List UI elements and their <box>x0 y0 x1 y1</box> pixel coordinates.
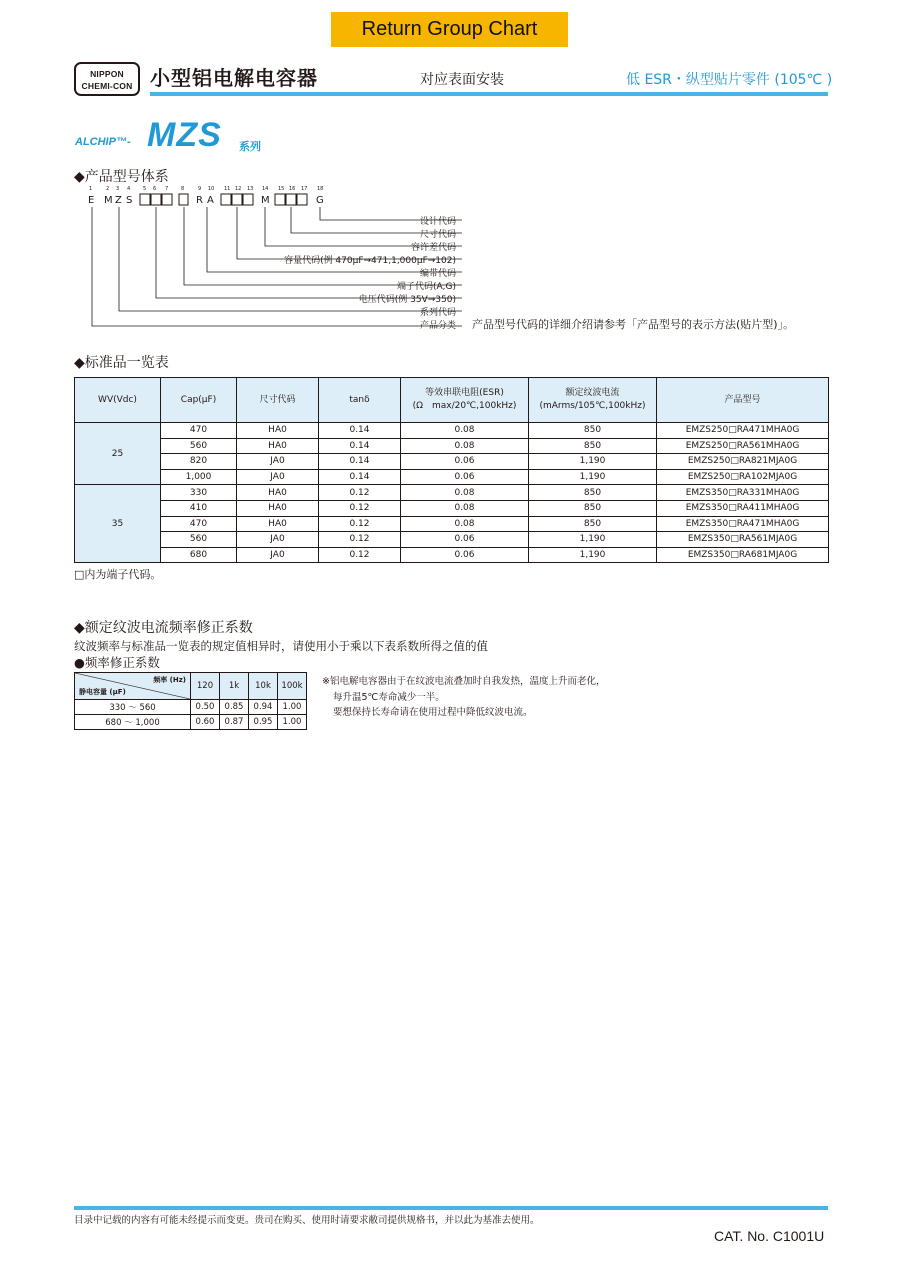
cap-cell: 820 <box>161 454 237 470</box>
ripple-cell: 1,190 <box>529 454 657 470</box>
esr-cell: 0.08 <box>401 438 529 454</box>
box-5 <box>140 194 150 205</box>
table-row <box>75 454 829 470</box>
letter-Z: Z <box>115 195 122 206</box>
pos-5: 5 <box>143 186 147 192</box>
factor-cell: 1.00 <box>278 715 307 730</box>
pos-17: 17 <box>301 186 308 192</box>
footer-disclaimer: 目录中记载的内容有可能未经提示而变更。贵司在购买、使用时请要求敝司提供规格书，并以此为基准去使用。 <box>74 1215 540 1226</box>
terminal-code-note: □内为端子代码。 <box>74 568 162 581</box>
table-row <box>75 516 829 532</box>
pos-4: 4 <box>127 186 131 192</box>
part-cell: EMZS350□RA471MHA0G <box>657 516 829 532</box>
ripple-note-line-2: 每升温5℃寿命减少一半。 <box>333 691 445 703</box>
tan-cell: 0.12 <box>319 532 401 548</box>
label-design-code: 设计代码 <box>419 217 456 227</box>
ripple-heading: ◆额定纹波电流频率修正系数 <box>74 620 253 636</box>
part-number-heading: ◆产品型号体系 <box>74 169 169 185</box>
part-cell: EMZS350□RA561MJA0G <box>657 532 829 548</box>
pos-13: 13 <box>247 186 254 192</box>
size-cell: JA0 <box>237 532 319 548</box>
box-13 <box>243 194 253 205</box>
size-cell: HA0 <box>237 423 319 439</box>
ripple-description: 纹波频率与标准品一览表的规定值相异时，请使用小于乘以下表系数所得之值的值 <box>74 639 488 653</box>
tan-cell: 0.12 <box>319 547 401 563</box>
pos-11: 11 <box>224 186 231 192</box>
pos-14: 14 <box>262 186 269 192</box>
size-cell: JA0 <box>237 469 319 485</box>
pos-18: 18 <box>317 186 324 192</box>
col-wv: WV(Vdc) <box>75 378 161 423</box>
table-row <box>75 469 829 485</box>
part-cell: EMZS250□RA561MHA0G <box>657 438 829 454</box>
letter-E: E <box>88 195 95 206</box>
catalog-number: CAT. No. C1001U <box>714 1228 825 1244</box>
size-cell: JA0 <box>237 547 319 563</box>
factor-cell: 0.85 <box>220 700 249 715</box>
page-subtitle: 对应表面安装 <box>420 72 504 88</box>
cap-cell: 470 <box>161 423 237 439</box>
part-number-note: 产品型号代码的详细介绍请参考「产品型号的表示方法(贴片型)」。 <box>472 318 795 331</box>
corner-cell <box>75 673 191 700</box>
cap-cell: 1,000 <box>161 469 237 485</box>
size-cell: HA0 <box>237 516 319 532</box>
table-row <box>75 715 307 730</box>
col-ripple-line2: (mArms/105℃,100kHz) <box>539 401 646 411</box>
cap-cell: 560 <box>161 532 237 548</box>
ripple-cell: 850 <box>529 438 657 454</box>
table-row <box>75 423 829 439</box>
esr-cell: 0.06 <box>401 469 529 485</box>
size-cell: HA0 <box>237 438 319 454</box>
wv-cell: 35 <box>75 485 161 563</box>
page-title: 小型铝电解电容器 <box>150 66 318 90</box>
pos-12: 12 <box>235 186 242 192</box>
size-cell: HA0 <box>237 485 319 501</box>
label-terminal-code: 端子代码(A,G) <box>396 282 456 292</box>
header-rule <box>150 92 828 96</box>
label-capacitance-code: 容量代码(例 470μF→471,1,000μF→102) <box>284 256 456 266</box>
pos-10: 10 <box>208 186 215 192</box>
col-esr <box>401 378 529 423</box>
ripple-cell: 1,190 <box>529 532 657 548</box>
letter-R: R <box>196 195 203 206</box>
tan-cell: 0.14 <box>319 423 401 439</box>
pos-6: 6 <box>153 186 157 192</box>
header-tag: 低 ESR・纵型贴片零件 (105℃ ) <box>626 72 833 88</box>
ripple-note-line-3: 要想保持长寿命请在使用过程中降低纹波电流。 <box>333 707 533 718</box>
frequency-subheading: ●频率修正系数 <box>74 655 160 670</box>
footer-rule <box>74 1206 828 1210</box>
nippon-chemi-con-logo <box>74 62 140 96</box>
letter-G: G <box>316 195 324 206</box>
factor-cell: 0.94 <box>249 700 278 715</box>
ripple-note-line-1: ※铝电解电容器由于在纹波电流叠加时自我发热，温度上升而老化， <box>322 676 606 687</box>
factor-cell: 0.87 <box>220 715 249 730</box>
cap-cell: 330 <box>161 485 237 501</box>
series-prefix: ALCHIP™- <box>75 136 131 148</box>
letter-A: A <box>207 195 214 206</box>
box-7 <box>162 194 172 205</box>
part-cell: EMZS250□RA821MJA0G <box>657 454 829 470</box>
label-size-code: 尺寸代码 <box>419 230 456 240</box>
box-16 <box>286 194 296 205</box>
tan-cell: 0.12 <box>319 516 401 532</box>
factor-cell: 0.95 <box>249 715 278 730</box>
esr-cell: 0.08 <box>401 423 529 439</box>
part-cell: EMZS350□RA331MHA0G <box>657 485 829 501</box>
pos-15: 15 <box>278 186 285 192</box>
ripple-cell: 850 <box>529 485 657 501</box>
label-taping-code: 编带代码 <box>419 269 456 279</box>
esr-cell: 0.06 <box>401 454 529 470</box>
pos-8: 8 <box>181 186 185 192</box>
return-group-chart-button[interactable]: Return Group Chart <box>331 12 568 47</box>
corner-cap-label: 静电容量 (μF) <box>79 688 126 696</box>
part-cell: EMZS250□RA471MHA0G <box>657 423 829 439</box>
standard-table-heading: ◆标准品一览表 <box>74 355 169 371</box>
pos-3: 3 <box>116 186 120 192</box>
col-cap: Cap(μF) <box>161 378 237 423</box>
box-6 <box>151 194 161 205</box>
col-part: 产品型号 <box>657 378 829 423</box>
freq-header-row <box>75 673 307 700</box>
tan-cell: 0.14 <box>319 469 401 485</box>
cap-cell: 410 <box>161 500 237 516</box>
position-numbers <box>89 186 323 192</box>
esr-cell: 0.08 <box>401 516 529 532</box>
factor-cell: 1.00 <box>278 700 307 715</box>
frequency-correction-table <box>74 672 307 730</box>
col-size: 尺寸代码 <box>237 378 319 423</box>
esr-cell: 0.06 <box>401 532 529 548</box>
esr-cell: 0.08 <box>401 500 529 516</box>
label-series-code: 系列代码 <box>419 308 456 318</box>
pos-1: 1 <box>89 186 93 192</box>
size-cell: HA0 <box>237 500 319 516</box>
esr-cell: 0.08 <box>401 485 529 501</box>
size-cell: JA0 <box>237 454 319 470</box>
table-row <box>75 532 829 548</box>
part-cell: EMZS350□RA411MHA0G <box>657 500 829 516</box>
range-cell: 330 〜 560 <box>75 700 191 715</box>
series-suffix: 系列 <box>239 140 261 153</box>
ripple-cell: 850 <box>529 516 657 532</box>
pos-7: 7 <box>165 186 169 192</box>
tan-cell: 0.14 <box>319 438 401 454</box>
col-esr-line1: 等效串联电阻(ESR) <box>425 388 504 398</box>
table-row <box>75 700 307 715</box>
ripple-cell: 850 <box>529 423 657 439</box>
box-15 <box>275 194 285 205</box>
letter-M-tol: M <box>261 195 270 206</box>
ripple-cell: 850 <box>529 500 657 516</box>
label-product-category: 产品分类 <box>419 321 456 331</box>
cap-cell: 680 <box>161 547 237 563</box>
tan-cell: 0.12 <box>319 500 401 516</box>
table-header-row <box>75 378 829 423</box>
col-tan: tanδ <box>319 378 401 423</box>
ripple-note <box>322 674 605 721</box>
freq-col: 1k <box>220 673 249 700</box>
ripple-cell: 1,190 <box>529 547 657 563</box>
letter-M: M <box>104 195 113 206</box>
logo-line-1: NIPPON <box>90 69 124 79</box>
box-11 <box>221 194 231 205</box>
box-12 <box>232 194 242 205</box>
col-ripple <box>529 378 657 423</box>
col-esr-line2: (Ω max/20℃,100kHz) <box>412 401 517 411</box>
label-tolerance-code: 容许差代码 <box>410 243 456 253</box>
letter-S: S <box>126 195 133 206</box>
tan-cell: 0.14 <box>319 454 401 470</box>
pos-16: 16 <box>289 186 296 192</box>
pos-9: 9 <box>198 186 202 192</box>
box-17 <box>297 194 307 205</box>
ripple-cell: 1,190 <box>529 469 657 485</box>
logo-line-2: CHEMI-CON <box>81 81 133 91</box>
standard-products-table <box>74 377 829 563</box>
wv-cell: 25 <box>75 423 161 485</box>
box-8 <box>179 194 188 205</box>
corner-freq-label: 频率 (Hz) <box>153 676 186 684</box>
part-cell: EMZS250□RA102MJA0G <box>657 469 829 485</box>
freq-col: 100k <box>278 673 307 700</box>
table-row <box>75 500 829 516</box>
freq-col: 120 <box>191 673 220 700</box>
esr-cell: 0.06 <box>401 547 529 563</box>
table-row <box>75 485 829 501</box>
col-ripple-line1: 额定纹波电流 <box>565 388 620 398</box>
factor-cell: 0.60 <box>191 715 220 730</box>
table-row <box>75 547 829 563</box>
pos-2: 2 <box>106 186 110 192</box>
cap-cell: 560 <box>161 438 237 454</box>
factor-cell: 0.50 <box>191 700 220 715</box>
series-name: MZS <box>147 116 222 154</box>
label-voltage-code: 电压代码(例 35V→350) <box>358 295 456 305</box>
part-cell: EMZS350□RA681MJA0G <box>657 547 829 563</box>
range-cell: 680 〜 1,000 <box>75 715 191 730</box>
freq-col: 10k <box>249 673 278 700</box>
table-row <box>75 438 829 454</box>
tan-cell: 0.12 <box>319 485 401 501</box>
cap-cell: 470 <box>161 516 237 532</box>
